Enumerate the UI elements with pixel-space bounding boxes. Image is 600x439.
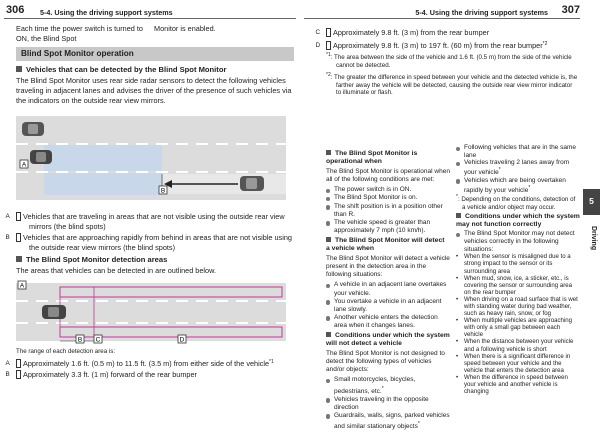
own-car-icon [42,305,66,319]
not-detect-paragraph: The Blind Spot Monitor is not designed to detect the following types of vehicles and/or objects: [326,350,445,374]
item-b-description: B Vehicles that are approaching rapidly from behind in areas that are not visible using the outside rear view mirrors (the blind spots) [5,233,292,252]
square-bullet-icon [456,213,461,218]
footnote-2: $^{*2}$: The greater the difference in speed between your vehicle and the detected vehicle is, the farther away the vehicle will be detected, causing the outside rear view mirror indicator to illuminate or flash. [326,71,578,97]
list-item: • When mud, snow, ice, a sticker, etc., is covering the sensor or surrounding area on the rear bumper [456,275,580,296]
left-header-title: 5-4. Using the driving support systems [40,8,173,17]
star-note: *: Depending on the conditions, detection of a vehicle and/or object may occur. [456,194,576,211]
right-middle-column [326,148,450,431]
fig2-label-b: B [77,336,83,344]
list-item: • When the sensor is misaligned due to a strong impact to the sensor or its surrounding area [456,253,580,274]
list-item: • When driving on a road surface that is wet with standing water during bad weather, such as heavy rain, snow, or fog [456,296,580,317]
footnote-1: $^{*1}$: The area between the side of the vehicle and 1.6 ft. (0.5 m) from the side of the vehicle cannot be detected. [326,52,572,69]
list-item: The shift position is in a position other than R. [326,203,450,219]
square-bullet-icon [326,332,331,337]
adjacent-car-icon [22,122,44,136]
square-bullet-icon [326,150,331,155]
range-d: D Approximately 9.8 ft. (3 m) to 197 ft. (60 m) from the rear bumper$^{*2}$ [315,40,548,50]
list-item: You overtake a vehicle in an adjacent lane slowly. [326,298,450,314]
list-item: Vehicles traveling in the opposite direction [326,396,450,412]
range-c: C Approximately 9.8 ft. (3 m) from the rear bumper [315,28,490,37]
operational-paragraph: The Blind Spot Monitor is operational when all of the following conditions are met: [326,168,450,184]
right-header-title: 5-4. Using the driving support systems [415,8,548,17]
list-item: • When the distance between your vehicle and a following vehicle is short [456,338,580,352]
left-column [5,24,294,382]
left-page-header [4,0,296,19]
detect-paragraph: The Blind Spot Monitor will detect a vehicle present in the detection area in the following situations: [326,255,450,279]
list-item: • When there is a significant difference in speed between your vehicle and the vehicle that enters the detection area [456,353,580,374]
list-item: The power switch is in ON. [326,186,450,194]
fig1-label-a: A [21,161,27,169]
list-item: The vehicle speed is greater than approximately 7 mph (10 km/h). [326,219,450,235]
list-item: • When the difference in speed between your vehicle and another vehicle is changing [456,374,580,395]
list-item: Vehicles traveling 2 lanes away from your vehicle* [456,159,580,176]
section-heading: Blind Spot Monitor operation [16,47,294,61]
detection-area-figure [16,279,286,345]
list-item: • When multiple vehicles are approaching with only a small gap between each vehicle [456,317,580,338]
list-item: Another vehicle enters the detection area when it changes lanes. [326,314,450,330]
not-function-heading: Conditions under which the system may not function correctly [456,213,580,228]
fig2-label-a: A [19,282,25,290]
right-page-header [304,0,580,19]
list-item: Small motorcycles, bicycles, pedestrians, etc.* [326,376,450,395]
right-right-column [456,144,580,395]
intro-text: Each time the power switch is turned to ON, the Blind Spot Monitor is enabled. [16,24,216,43]
right-top-column [315,28,578,99]
square-bullet-icon [16,66,22,72]
item-a-description: A Vehicles that are traveling in areas that are not visible using the outside rear view mirrors (the blind spots) [5,212,285,231]
chapter-label: Driving [590,226,597,251]
list-item: Vehicles which are being overtaken rapidly by your vehicle* [456,177,580,194]
detect-heading: The Blind Spot Monitor will detect a vehicle when [326,236,445,253]
chapter-tab: 5 [583,189,600,215]
blind-spot-figure [16,108,286,208]
range-label: The range of each detection area is: [16,347,116,355]
range-b: B Approximately 3.3 ft. (1 m) forward of the rear bumper [5,370,197,380]
operational-heading: The Blind Spot Monitor is operational when [326,150,418,166]
list-item: The Blind Spot Monitor may not detect vehicles correctly in the following situations: [456,230,580,253]
fig1-label-b: B [160,187,166,195]
own-car-icon [30,150,52,164]
square-bullet-icon [16,256,22,262]
range-a: A Approximately 1.6 ft. (0.5 m) to 11.5 ft. (3.5 m) from either side of the vehicle$^{*1}$ [5,358,274,368]
detection-areas-heading: The Blind Spot Monitor detection areas [16,255,294,265]
left-page-number: 306 [6,4,25,16]
list-item: The Blind Spot Monitor is on. [326,194,450,202]
vehicles-detected-paragraph: The Blind Spot Monitor uses rear side radar sensors to detect the following vehicles traveling in adjacent lanes and advises the driver of the presence of such vehicles via the indicators on the outside rear view mirrors. [16,76,292,105]
not-detect-heading: Conditions under which the system will not detect a vehicle [326,331,450,348]
rear-car-icon [240,176,264,191]
right-page-number: 307 [561,4,580,16]
fig2-label-d: D [179,336,185,344]
vehicles-detected-heading: Vehicles that can be detected by the Blind Spot Monitor [16,65,294,75]
list-item: A vehicle in an adjacent lane overtakes your vehicle. [326,281,450,297]
fig2-label-c: C [95,336,101,344]
square-bullet-icon [326,237,331,242]
list-item: Guardrails, walls, signs, parked vehicles and similar stationary objects* [326,412,450,431]
detection-areas-paragraph: The areas that vehicles can be detected in are outlined below. [16,266,216,276]
list-item: Following vehicles that are in the same lane [456,144,580,159]
